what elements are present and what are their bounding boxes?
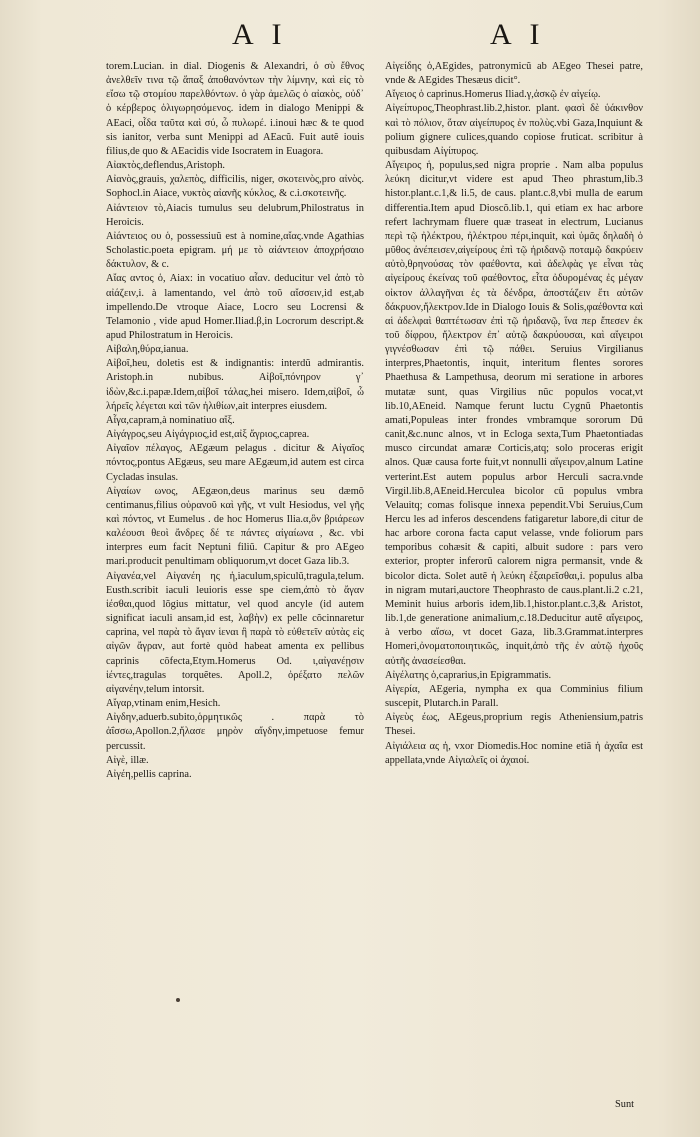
dictionary-entry: Αἰγαίων ωνος, AEgæon,deus marinus seu dæmõ centimanus,filius οὐρανοῦ καὶ γῆς, vt vult Hesiodus, vel γῆς καὶ πόντος, vt Eumelus . de hoc Homerus Ilia.α,ὃν βριάρεων καλέουσι θεοὶ ἄνδρες δέ τε πάντες αἰγαίωνα , &c. vbi interpres eum facit Neptuni filiũ. Capitur & pro AEgeo mari.producit penultimam obliquorum,vt docet Gaza lib.3. — [106, 485, 364, 568]
dictionary-entry: Αἰγιάλεια ας ἡ, vxor Diomedis.Hoc nomine etiã ἡ ἀχαΐα est appellata,vnde Αἰγιαλεῖς οἱ ἀχαιοί. — [385, 740, 643, 766]
dictionary-entry: Αἴγειρος ἡ, populus,sed nigra proprie . Nam alba populus λεύκη dicitur,vt videre est apud Theo phrastum,lib.3 histor.plant.c.1,& li.5, de caus. plant.c.8,vbi mulla de earum differentia.Item apud Dioscõ.lib.1, qui etiam ex hac arbore refert lachrymam fluere quæ traseat in electrum, Lucianus περὶ τῷ ἠλέκτρου, ἠλέκτρου πέρι,inquit, καὶ ὑμᾶς δηλαδὴ ὁ μῦθος ἀνέπεισεν,αἰγείρους ἐπὶ τῷ ἠριδανῷ ποταμῷ δακρύειν αὐτὸ,θρηνούσας τὸν φαέθοντα, καὶ ἀδελφὰς γε εἶναι τὰς αἰγείρους ἐκείνας τοῦ φαέθοντος, εἶτα ὀδυρομένας ἐς μέγαν οἰκτον ἀλλαγῆναι ἐς τὰ δένδρα, ἀποστάζειν ἔτι αὐτῶν δάκρυον,ἤλεκτρον.Ide in Dialogo Iouis & Solis,φαέθοντα καὶ αἱ ἀδελφαὶ θαπτέτωσαν ἐπὶ τῷ ἠριδανῷ, ἵνα περ ἔπεσεν ἐκ τοῦ δίφρου, ἤλεκτρον ἐπ᾽ αὐτῷ δακρύουσαι, καὶ αἴγειροι γιγνέσθωσαν ἐπὶ τῷ πάθει. Seruius Virgilianus interpres,Phaetontis, inquit, interitum flentes sorores Phaethusa & Lampethusa, deorum mi seratione in arbores mutatæ sunt, quas Virgilius nũc populos vocat,vt lib.10,AEneid. Namque ferunt luctu Cygnũ Phaetontis amati,Populeas inter frondes vmbramque sororum Dũ canit,&c.nunc alnos, vt in Ecloga sexta,Tum Phaetontiadas musco circundat amaræ Corticis,atq; solo proceras erigit alnos. Quæ causa forte fuit,vt nonnulli αἴγειρον,alnum Latine verterint.Est autem populus arbor Herculi sacra.vnde Virgil.lib.8,AEneid.Herculea bicolor cũ populus vmbra Velauitq; comas folisque innexa pependit.Vbi Seruius,Cum Hercu les ad inferos descendens fatigaretur labore,di citur de hac arbore corona facta caput velasse, vnde foliorum pars temporibus cohæsit & capiti, albuit sudore : pars vero exterior, propter inferorũ calorem nigra permansit, vnde & bicolor dicta. Solet autẽ ἡ λεύκη ἐξαιρεῖσθαι,i. populus alba in nigram mutari,auctore Theophrasto de caus.plant.li.2 c.21, Meminit huius arboris idem,lib.1,histor.plant.c.3,& Aristot, lib.1,de generatione animalium,c.18.Deducitur autẽ αἴγειρος, à verbo αἴσω, vt docet Gaza, lib.3.Grammat.interpres Homeri,ὀνοματοποιητικῶς, inquit,ἀπὸ τῆς ἐν αὐτῷ ἠχοῦς αὐτῆς ἀνασείεσθαι. — [385, 160, 643, 667]
dictionary-entry: Αἰγανέα,vel Αἰγανέη ης ἡ,iaculum,spiculũ,tragula,telum. Eusth.scribit iaculi leuioris esse spe ciem,ἀπὸ τὸ ἄγαν ἱέσθαι,quod lõgius mittatur, vel quod ancyle (id autem significat iaculi ansam,id est, λαβὴν) ex pelle cõcinnaretur caprina, vel παρὰ τὸ ἄγαν ἱεναι ἢ παρὰ τὸ εὐθετεῖν αὐτὰς εἰς αἰγῶν ἄγραν, aut fortè quòd habeat amenta ex pellibus caprinis cõfecta,Etym.Homerus Od. ι,αἰγανέῃσιν ἱέντες,tragulas torquẽtes. Apoll.2, ὀρέξατο πελῶν αἰγανέην,telum intorsit. — [106, 570, 364, 695]
dictionary-entry: Αἶγα,capram,à nominatiuo αἴξ. — [106, 414, 235, 426]
running-head-left: A I — [232, 18, 288, 51]
dictionary-entry: Αἴας αντος ὁ, Aiax: in vocatiuo αἶαν. deducitur vel ἀπὸ τὸ αἰάζειν,i. à lamentando, vel ἀπὸ τοῦ αἴσσειν,id est,ab impellendo.De vtroque Aiace, Locro seu Locrensi & Telamonio , vide apud Homer.Iliad.β,in Locrorum descript.& apud Philostratum in Heroicis. — [106, 273, 364, 341]
dictionary-entry: Αἰάντειον τὸ,Aiacis tumulus seu delubrum,Philostratus in Heroicis. — [106, 202, 364, 228]
dictionary-entry: Αἰβοῖ,heu, doletis est & indignantis: interdũ admirantis. Aristoph.in nubibus. Αἰβοῖ,πόνηρον γ᾽ ἰδὼν,&c.i.papæ.Idem,αἰβοῖ τάλας,hei misero. Idem,αἰβοῖ, ὦ λήρεῖς λέγεται καὶ τῶν ἠλιθίων,ait interpres eiusdem. — [106, 358, 364, 412]
dictionary-entry: Αἰγεὺς έως, AEgeus,proprium regis Atheniensium,patris Thesei. — [385, 712, 643, 738]
dictionary-entry: Αἰγδην,aduerb.subito,ὁρμητικῶς . παρὰ τὸ ἀΐσσω,Apollon.2,ἤλασε μηρὸν αἴγδην,impetuose femur percussit. — [106, 712, 364, 752]
dictionary-entry: Αἰακτὸς,deflendus,Aristoph. — [106, 160, 226, 172]
dictionary-entry: Αἰγείδης ὁ,AEgides, patronymicũ ab AEgeo Thesei patre, vnde & AEgides Thesæus dicit°. — [385, 61, 643, 87]
dictionary-entry: torem.Lucian. in dial. Diogenis & Alexandri, ὁ σὺ ἔθνος ἀνελθεῖν τινα τῷ ἅπαξ ἀποθανόντων τὴν λίμνην, καὶ εἰς τὸ εἴσω τῷ στομίου παρελθόντων. ὁ γὰρ ἀμελῶς ὁ αἰακὸς, οὐδ᾽ ὁ κέρβερος ὀλιγωρησόμενος. idem in dialogo Menippi & AEaci, οἶδα ταῦτα καὶ σύ, ὦ πυλωρέ. i.inoui hæc & te quod sis ianitor, verba sunt Menippi ad AEacũ. Fuit autẽ iouis filius,de quo & AEacidis vide Isocratem in Euagora. — [106, 61, 364, 157]
dictionary-entry: Αἰγείπυρος,Theophrast.lib.2,histor. plant. φασὶ δὲ ὑάκινθον καὶ τὸ πόλιον, ὅταν αἰγείπυρος ἐν πολὺς.vbi Gaza,Inquiunt & polium gignere culices,quando copiose fruticat. scribitur à quibusdam Αἰγίπυρος. — [385, 103, 643, 157]
dictionary-entry: Αἰγέη,pellis caprina. — [106, 768, 192, 780]
dictionary-entry: Αἰγαῖον πέλαγος, AEgæum pelagus . dicitur & Αἰγαῖος πόντος,pontus AEgæus, seu mare AEgæum,id autem est circa Cycladas insulas. — [106, 443, 364, 483]
ink-speck — [176, 998, 180, 1002]
dictionary-entry: Αἰγέλατης ὁ,caprarius,in Epigrammatis. — [385, 669, 552, 681]
dictionary-entry: Αἰάντειος ου ὁ, possessiuũ est à nomine,αἴας.vnde Agathias Scholastic.poeta epigram. μή με τὸ αἰάντειον ἀποχρήσαιο δάκτυλον, & c. — [106, 230, 364, 271]
running-head-right: A I — [490, 18, 546, 51]
dictionary-entry: Αἴγαρ,vtinam enim,Hesich. — [106, 698, 221, 710]
dictionary-entry: Αἰγάγρος,seu Αἰγάγριος,id est,αἰξ ἄγριος,caprea. — [106, 429, 310, 441]
dictionary-entry: Αἰγερία, AEgeria, nympha ex qua Comminius filium suscepit, Plutarch.in Parall. — [385, 683, 643, 710]
catchword: Sunt — [615, 1099, 635, 1110]
dictionary-entry: Αἰανὸς,grauis, χαλεπὸς, difficilis, niger, σκοτεινὸς,pro αἰνὸς. Sophocl.in Aiace, νυκτὸς αἰανῆς κύκλος, & c.i.σκοτεινῆς. — [106, 174, 364, 200]
dictionary-entry: Αἰβαλη,θύρα,ianua. — [106, 344, 189, 356]
right-column — [385, 60, 643, 768]
dictionary-entry: Αἴγειος ὁ caprinus.Homerus Iliad.γ,ἀσκῷ ἐν αἰγείῳ. — [385, 89, 601, 101]
left-column — [106, 60, 364, 782]
dictionary-entry: Αἰγὲ, illæ. — [106, 754, 149, 766]
